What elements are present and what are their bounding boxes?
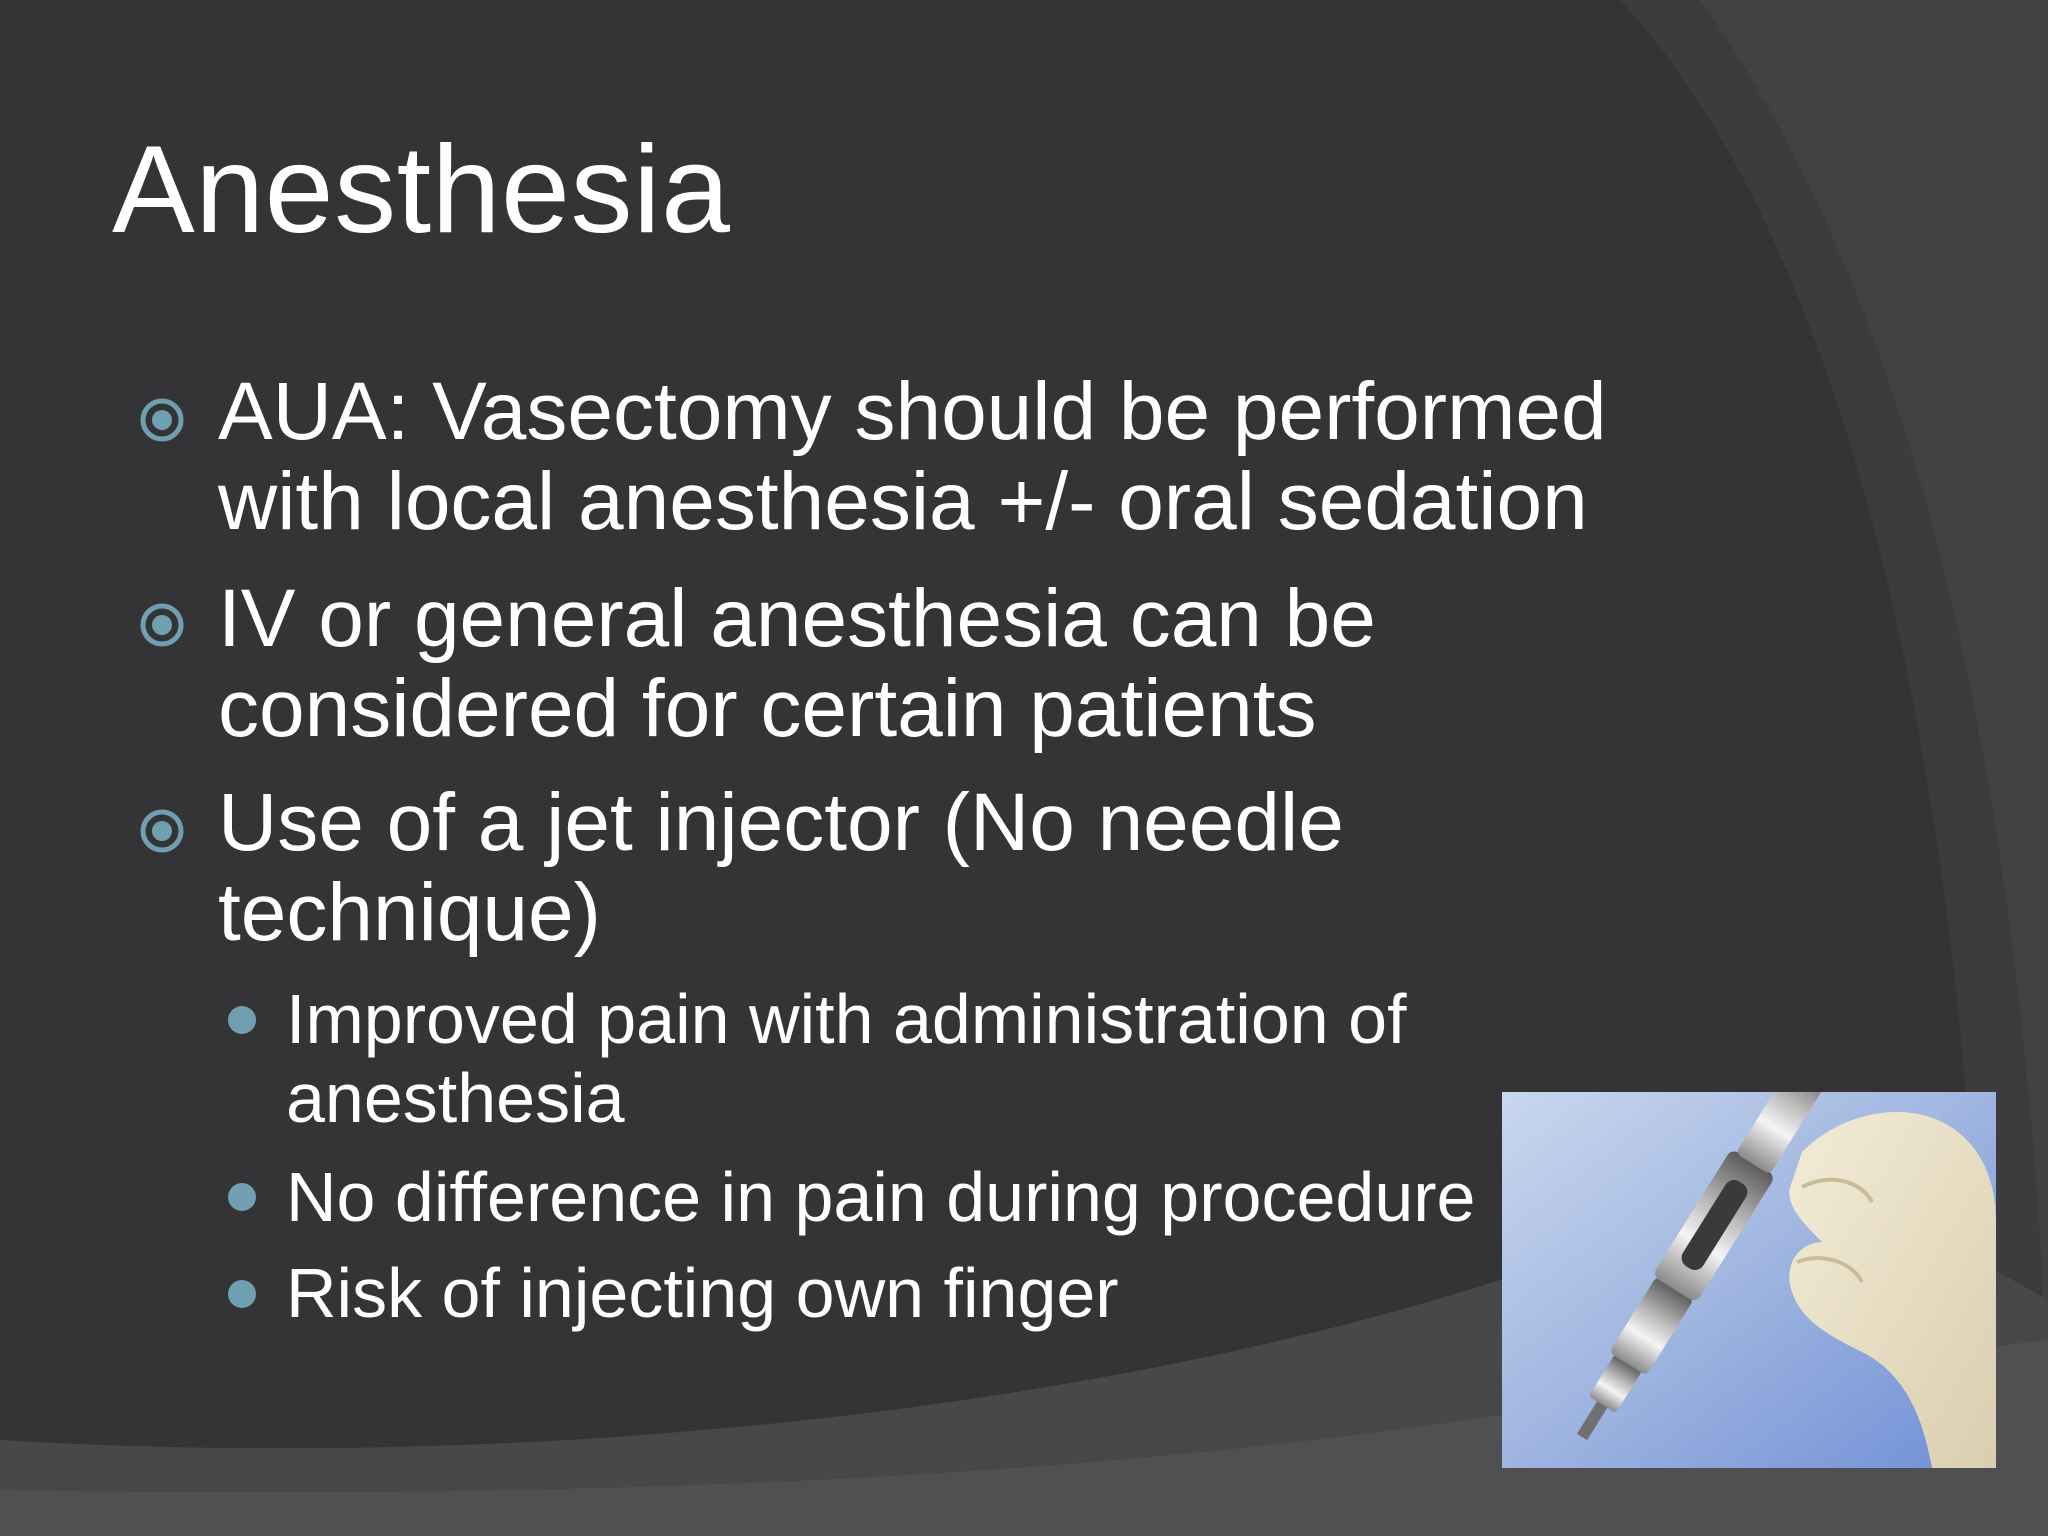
circled-dot-icon <box>138 601 186 649</box>
bullet-item <box>218 574 1376 754</box>
sub-bullet-text-line: No difference in pain during procedure <box>286 1158 1476 1236</box>
sub-bullet-item <box>286 1254 1119 1333</box>
jet-injector-photo <box>1502 1092 1996 1468</box>
sub-bullet-text-line: anesthesia <box>286 1059 625 1137</box>
bullet-text-line: considered for certain patients <box>218 663 1317 754</box>
slide-title: Anesthesia <box>112 121 731 259</box>
bullet-text-line: technique) <box>218 867 601 958</box>
bullet-item <box>218 367 1607 547</box>
filled-dot-icon <box>228 1280 256 1308</box>
jet-injector-illustration <box>1502 1092 1996 1468</box>
bullet-text-line: IV or general anesthesia can be <box>218 573 1376 664</box>
sub-bullet-text-line: Improved pain with administration of <box>286 980 1407 1058</box>
sub-bullet-item <box>286 980 1407 1138</box>
filled-dot-icon <box>228 1183 256 1211</box>
sub-bullet-item <box>286 1158 1476 1237</box>
filled-dot-icon <box>228 1006 256 1034</box>
bullet-text-line: Use of a jet injector (No needle <box>218 777 1344 868</box>
circled-dot-icon <box>138 396 186 444</box>
bullet-text-line: AUA: Vasectomy should be performed <box>218 366 1607 457</box>
bullet-text-line: with local anesthesia +/- oral sedation <box>218 456 1588 547</box>
sub-bullet-text-line: Risk of injecting own finger <box>286 1254 1119 1332</box>
circled-dot-icon <box>138 807 186 855</box>
bullet-item <box>218 778 1344 958</box>
